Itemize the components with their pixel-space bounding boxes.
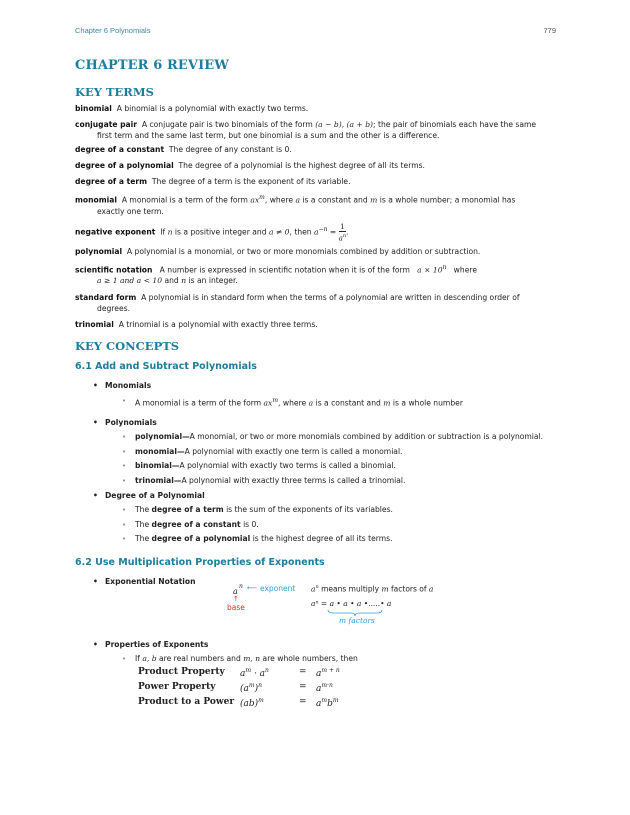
bullet-trinomial-def: • trinomial—A polynomial with exactly three terms is called a trinomial. [75,476,556,487]
term-trinomial: trinomial A trinomial is a polynomial with exactly three terms. [75,320,318,330]
section-6-1-list [75,380,556,545]
bullet-properties: • Properties of Exponents [75,639,556,650]
bullet-degree-polynomial: • The degree of a polynomial is the highest degree of all its terms. [75,534,556,545]
bullet-degree-constant: • The degree of a constant is 0. [75,520,556,531]
means-text: $a^n$ means multiply m factors of a [311,583,434,594]
term-degree-constant: degree of a constant The degree of any constant is 0. [75,145,292,154]
term-monomial: monomial A monomial is a term of the form $ax^m$, where a is a constant and m is a whole number; a monomial has exactly one term. [75,194,516,216]
page-content [75,58,556,713]
term-degree-term: degree of a term The degree of a term is the exponent of its variable. [75,177,351,186]
term-scientific-notation: scientific notation A number is expressed in scientific notation when it is of the form $a \times 10^n$ where a ≥ 1 and a < 10 and n is an integer. [75,263,477,286]
rule-row: Product to a Power (ab)$^m$ = $a^mb^m$ [138,697,339,710]
chapter-label: Chapter 6 Polynomials [75,26,151,35]
section-6-1-heading: 6.1 Add and Subtract Polynomials [75,361,257,373]
exponent-label: exponent [260,583,296,593]
m-factors-label: m factors [339,615,375,625]
bullet-degree: • Degree of a Polynomial [75,490,556,501]
exponent-arrow-icon: ⟵ [247,583,258,592]
term-polynomial: polynomial A polynomial is a monomial, or two or more monomials combined by addition or subtraction. [75,246,481,256]
properties-table [138,667,619,713]
bullet-degree-term: • The degree of a term is the sum of the exponents of its variables. [75,505,556,516]
term-binomial: binomial A binomial is a polynomial with exactly two terms. [75,104,309,113]
key-terms-list [75,103,556,330]
term-standard-form: standard form A polynomial is in standard form when the terms of a polynomial are written in descending order of degrees. [75,293,520,314]
section-6-2-heading: 6.2 Use Multiplication Properties of Exponents [75,556,325,568]
bullet-polynomial-def: • polynomial—A monomial, or two or more monomials combined by addition or subtraction is a polynomial. [75,432,556,443]
term-conjugate-pair: conjugate pair A conjugate pair is two binomials of the form (a − b), (a + b); the pair of binomials each have the same first term and the same last term, but one binomial is a sum and the other is a difference. [75,120,537,140]
rule-row: Product Property $a^m \cdot a^n$ = $a^{m + n}$ [138,667,340,680]
bullet-monomial-def2: • monomial—A polynomial with exactly one term is called a monomial. [75,447,556,458]
rule-row: Power Property $(a^m)^n$ = $a^{m\cdot n}$ [138,682,333,695]
key-concepts-heading: KEY CONCEPTS [75,339,180,354]
expansion-text: aⁿ = a • a • a •.....• a [311,598,392,608]
bullet-monomials: • Monomials [75,380,556,391]
fraction: $\frac{1}{a^n}$ [338,222,347,242]
term-degree-polynomial: degree of a polynomial The degree of a polynomial is the highest degree of all its terms. [75,161,425,170]
bullet-binomial-def: • binomial—A polynomial with exactly two terms is called a binomial. [75,461,556,472]
term-negative-exponent: negative exponent If n is a positive integer and a ≠ 0, then $a^{-n}$ = $\frac{1}{a^n}$ . [75,222,349,242]
exponent-figure: a n ⟵ exponent ↑ base $a^n$ means multiply m factors of a aⁿ = a • a • a •.....• a m factors [227,582,434,625]
key-terms-heading: KEY TERMS [75,85,154,99]
bullet-properties-if: • If a, b are real numbers and m, n are whole numbers, then [75,654,556,665]
base-label: base [227,602,245,612]
bullet-monomial-def: • A monomial is a term of the form $ax^m$, where a is a constant and m is a whole number [75,396,556,409]
page-number: 779 [543,26,556,35]
chapter-title: CHAPTER 6 REVIEW [75,58,229,73]
bullet-polynomials: • Polynomials [75,417,556,428]
page-header [75,26,556,38]
properties-list [75,639,556,665]
bullet-exponential-notation: • Exponential Notation [75,576,556,587]
base-arrow-icon: ↑ [233,594,239,603]
